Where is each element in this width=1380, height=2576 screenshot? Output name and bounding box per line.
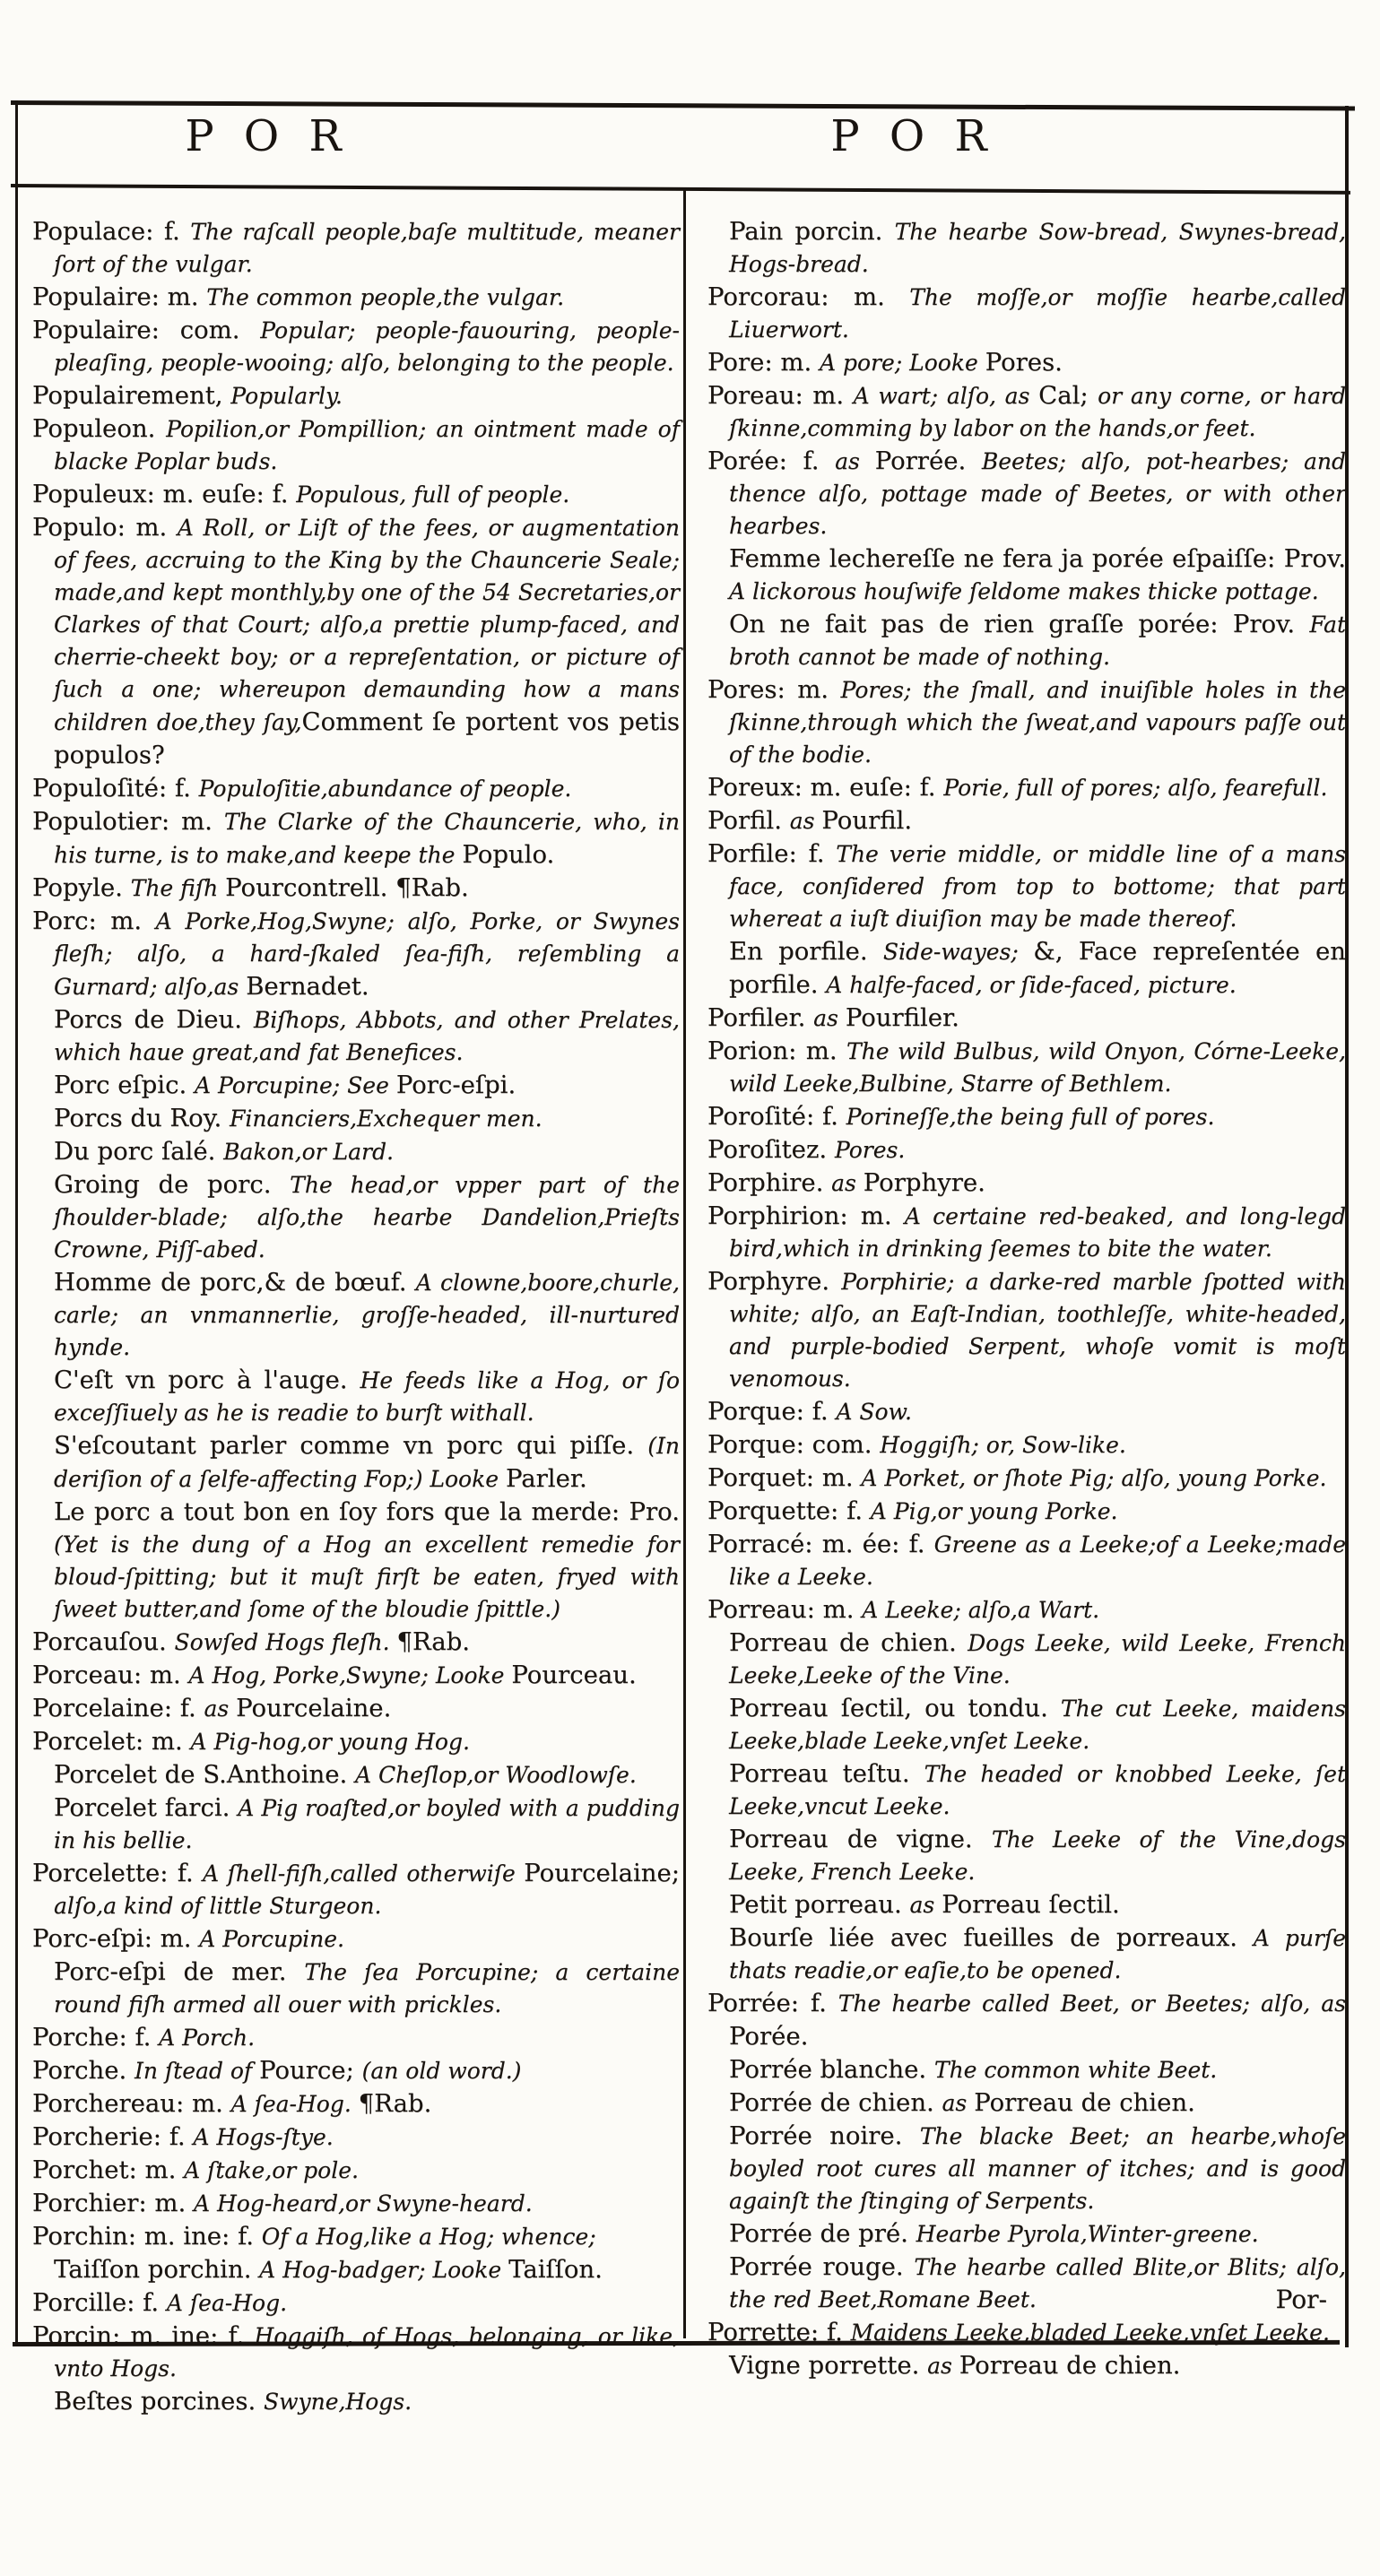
headword-text: Porc-eſpi: m. <box>32 1924 200 1953</box>
headword-text: Porcelet de S.Anthoine. <box>54 1760 356 1789</box>
dictionary-entry <box>32 1102 680 1135</box>
gloss-text: A halfe-faced, or ſide-faced, picture. <box>826 972 1237 998</box>
gloss-text: Populoſitie,abundance of people. <box>198 776 572 802</box>
headword-text: Porreau de chien. <box>959 2351 1181 2380</box>
headword-text: Porcille: f. <box>32 2288 167 2317</box>
headword-text: Femme lechereſſe ne fera ja porée eſpaiſſe: Prov. <box>729 544 1346 573</box>
dictionary-entry <box>707 804 1346 837</box>
headword-text: Poroſité: f. <box>707 1102 846 1131</box>
headword-text: Porcin: m. ine: f. <box>32 2321 255 2350</box>
headword-text: Porcauſou. <box>32 1627 175 1656</box>
gloss-text: A Porch. <box>159 2025 256 2051</box>
left-column <box>32 215 680 2418</box>
headword-text: Poreux: m. euſe: f. <box>707 773 944 802</box>
right-column <box>707 215 1346 2382</box>
dictionary-entry <box>707 281 1346 346</box>
headword-text: Porrée noire. <box>729 2121 920 2150</box>
headword-text: Porphyre. <box>707 1267 842 1296</box>
gloss-text: A wart; alſo, as <box>853 383 1039 409</box>
dictionary-entry <box>32 2220 680 2253</box>
headword-text: S'eſcoutant parler comme vn porc qui piſſe. <box>54 1431 648 1460</box>
headword-text: Porc eſpic. <box>54 1071 195 1099</box>
headword-text: Porchin: m. ine: f. <box>32 2222 262 2251</box>
dictionary-entry <box>32 412 680 478</box>
headword-text: Pores: m. <box>707 675 841 704</box>
headword-text: Pourcelaine; <box>524 1859 681 1887</box>
catchword: Por- <box>1275 2285 1327 2314</box>
headword-text: Pain porcin. <box>729 217 895 246</box>
gloss-text: Pores; the ſmall, and inuiſible holes in the ſkinne,through which the ſweat,and vapours paſſe out of the bodie. <box>729 677 1346 768</box>
headword-text: Porrée de chien. <box>729 2088 942 2117</box>
headword-text: Pourcontrell. ¶Rab. <box>225 873 469 902</box>
dictionary-entry <box>707 1035 1346 1100</box>
gloss-text: Greene as a Leeke;of a Leeke;made like a Leeke. <box>729 1531 1346 1590</box>
dictionary-entry <box>707 1823 1346 1888</box>
dictionary-entry <box>707 1757 1346 1823</box>
gloss-text: as <box>942 2090 975 2116</box>
gloss-text: The hearbe called Beet, or Beetes; alſo, as <box>838 1991 1346 2017</box>
headword-text: Groing de porc. <box>54 1170 291 1199</box>
gloss-text: Hoggiſh; or, Sow-like. <box>880 1432 1126 1458</box>
dictionary-entry <box>32 314 680 379</box>
gloss-text: A Porcupine; See <box>194 1072 396 1098</box>
headword-text: Parler. <box>506 1464 587 1493</box>
gloss-text: The Leeke of the Vine,dogs Leeke, French Leeke. <box>729 1826 1346 1885</box>
running-title-right: P O R <box>830 111 995 161</box>
headword-text: Populeon. <box>32 414 167 443</box>
headword-text: Pourceau. <box>511 1661 637 1689</box>
headword-text: Cal; <box>1038 381 1098 410</box>
gloss-text: A Cheſlop,or Woodlowſe. <box>355 1762 637 1788</box>
dictionary-entry <box>32 1429 680 1496</box>
headword-text: &, Face repreſentée en porfile. <box>729 937 1346 999</box>
gloss-text: A ſtake,or pole. <box>184 2157 359 2183</box>
left-page-border <box>15 100 18 2346</box>
headword-text: Porée. <box>729 2022 809 2051</box>
headword-text: Porracé: m. ée: f. <box>707 1530 934 1558</box>
gloss-text: as <box>789 808 822 834</box>
dictionary-entry <box>707 1395 1346 1428</box>
dictionary-entry <box>707 215 1346 281</box>
headword-text: Populace: f. <box>32 217 191 246</box>
headword-text: Pourfiler. <box>845 1003 959 1032</box>
headword-text: Porphirion: m. <box>707 1201 905 1230</box>
gloss-text: as <box>204 1696 237 1722</box>
dictionary-entry <box>32 1659 680 1692</box>
gloss-text: The hearbe called Blite,or Blits; alſo, the red Beet,Romane Beet. <box>729 2254 1346 2312</box>
headword-text: Porceau: m. <box>32 1661 189 1689</box>
gloss-text: Porphirie; a darke-red marble ſpotted with white; alſo, an Eaſt-Indian, toothleſſe, white-headed, and purple-bodied Serpent, whoſe vomit is moſt venomous. <box>729 1269 1346 1392</box>
gloss-text: The wild Bulbus, wild Onyon, Córne-Leeke, wild Leeke,Bulbine, Starre of Bethlem. <box>729 1038 1346 1097</box>
gloss-text: as <box>831 1170 864 1196</box>
dictionary-entry <box>32 1069 680 1102</box>
dictionary-entry <box>707 2053 1346 2086</box>
gloss-text: A Porke,Hog,Swyne; alſo, Porke, or Swynes fleſh; alſo, a hard-ſkaled ſea-fiſh, reſembling a Gurnard; alſo,as <box>54 908 680 1000</box>
gloss-text: Pores. <box>834 1137 906 1163</box>
gloss-text: Fat broth cannot be made of nothing. <box>729 611 1346 670</box>
headword-text: Porque: com. <box>707 1430 881 1459</box>
headword-text: Porchet: m. <box>32 2155 185 2184</box>
headword-text: Pourfil. <box>821 806 913 835</box>
headword-text: Porcherie: f. <box>32 2122 194 2151</box>
gloss-text: A Hogs-ſtye. <box>193 2124 334 2150</box>
gloss-text: Sowſed Hogs fleſh. <box>174 1629 397 1655</box>
headword-text: Porrée blanche. <box>729 2055 934 2084</box>
headword-text: Porphire. <box>707 1168 832 1197</box>
dictionary-entry <box>32 2087 680 2121</box>
headword-text: Porée: f. <box>707 447 836 475</box>
headword-text: Populairement, <box>32 381 231 410</box>
headword-text: Populeux: m. euſe: f. <box>32 480 297 508</box>
headword-text: Porc: m. <box>32 906 156 935</box>
dictionary-entry <box>707 1265 1346 1395</box>
dictionary-entry <box>32 2187 680 2220</box>
dictionary-entry <box>32 478 680 511</box>
headword-text: Beſtes porcines. <box>54 2387 264 2416</box>
dictionary-entry <box>707 1428 1346 1461</box>
gloss-text: The common people,the vulgar. <box>206 284 565 310</box>
dictionary-entry <box>707 1528 1346 1593</box>
gloss-text: A Porket, or ſhote Pig; alſo, young Porke. <box>861 1465 1327 1491</box>
gloss-text: The moſſe,or moſſie hearbe,called Liuerwort. <box>729 284 1346 343</box>
gloss-text: The verie middle, or middle line of a mans face, conſidered from top to bottome; that part whereat a iuſt diuiſion may be made thereof. <box>729 841 1346 932</box>
headword-text: En porfile. <box>729 937 883 966</box>
headword-text: Porrée rouge. <box>729 2252 915 2281</box>
gloss-text: The blacke Beet; an hearbe,whoſe boyled root cures all manner of itches; and is good againſt the ſtinging of Serpents. <box>729 2123 1346 2214</box>
gloss-text: A clowne,boore,churle, carle; an vnmannerlie, groſſe-headed, ill-nurtured hynde. <box>54 1270 680 1360</box>
gloss-text: alſo,a kind of little Sturgeon. <box>54 1893 382 1919</box>
top-rule <box>11 100 1355 111</box>
gloss-text: Bakon,or Lard. <box>223 1139 394 1165</box>
headword-text: Porreau ſectil, ou tondu. <box>729 1694 1061 1722</box>
gloss-text: Swyne,Hogs. <box>263 2389 412 2415</box>
gloss-text: A Hog, Porke,Swyne; Looke <box>188 1662 512 1688</box>
headword-text: Porque: f. <box>707 1397 837 1426</box>
headword-text: Bourſe liée avec fueilles de porreaux. <box>729 1923 1254 1952</box>
dictionary-entry <box>707 1495 1346 1528</box>
gloss-text: A ſea-Hog. <box>166 2290 288 2316</box>
dictionary-entry <box>707 1167 1346 1200</box>
gloss-text: Popularly. <box>230 383 343 409</box>
gloss-text: Hearbe Pyrola,Winter-greene. <box>916 2221 1259 2247</box>
header-rule <box>11 184 1350 195</box>
headword-text: Porreau teſtu. <box>729 1759 924 1788</box>
column-divider-rule <box>683 190 686 2338</box>
headword-text: Homme de porc,& de bœuf. <box>54 1268 416 1297</box>
gloss-text: Beetes; alſo, pot-hearbes; and thence alſo, pottage made of Beetes, or with other hearbes. <box>729 448 1346 539</box>
dictionary-entry <box>32 215 680 281</box>
headword-text: Poreau: m. <box>707 381 854 410</box>
gloss-text: He feeds like a Hog, or ſo exceſſiuely as he is readie to burſt withall. <box>54 1367 681 1426</box>
headword-text: Populo. <box>462 840 555 869</box>
dictionary-entry <box>32 1791 680 1857</box>
gloss-text: Populous, full of people. <box>296 481 570 507</box>
headword-text: Taiſſon. <box>508 2255 603 2284</box>
gloss-text: The common white Beet. <box>933 2057 1218 2083</box>
dictionary-entry <box>707 346 1346 379</box>
gloss-text: The raſcall people,baſe multitude, meaner ſort of the vulgar. <box>54 219 680 277</box>
dictionary-entry <box>32 2054 680 2087</box>
headword-text: Porrée. <box>874 447 982 475</box>
dictionary-entry <box>32 1857 680 1922</box>
dictionary-entry <box>32 1135 680 1168</box>
running-title-left: P O R <box>185 111 350 161</box>
headword-text: Porcs du Roy. <box>54 1104 230 1132</box>
gloss-text: The ſea Porcupine; a certaine round fiſh armed all ouer with prickles. <box>54 1959 680 2017</box>
headword-text: Porcorau: m. <box>707 282 910 311</box>
gloss-text: A Pig,or young Porke. <box>870 1498 1118 1524</box>
gloss-text: Biſhops, Abbots, and other Prelates, which haue great,and fat Benefices. <box>54 1007 680 1065</box>
headword-text: Porrée: f. <box>707 1989 838 2017</box>
gloss-text: (Yet is the dung of a Hog an excellent remedie for bloud-ſpitting; but it muſt firſt be eaten, fryed with ſweet butter,and ſome of the bloudie ſpittle.) <box>54 1531 680 1622</box>
headword-text: Porfiler. <box>707 1003 814 1032</box>
gloss-text: A Hog-badger; Looke <box>259 2257 509 2283</box>
dictionary-entry <box>32 1266 680 1364</box>
headword-text: Porreau ſectil. <box>942 1890 1120 1919</box>
gloss-text: The headed or knobbed Leeke, ſet Leeke,vncut Leeke. <box>729 1761 1346 1819</box>
headword-text: Porfile: f. <box>707 839 837 868</box>
dictionary-entry <box>707 445 1346 542</box>
dictionary-entry <box>32 1168 680 1266</box>
headword-text: On ne fait pas de rien graſſe porée: Prov. <box>729 610 1310 638</box>
gloss-text: A lickorous houſwife ſeldome makes thicke pottage. <box>729 578 1319 604</box>
dictionary-entry <box>707 1461 1346 1495</box>
gloss-text: as <box>927 2353 959 2379</box>
headword-text: Porcelaine: f. <box>32 1694 204 1722</box>
headword-text: Taiſſon porchin. <box>54 2255 260 2284</box>
dictionary-entry <box>32 872 680 905</box>
headword-text: Porcelet: m. <box>32 1727 191 1756</box>
gloss-text: The head,or vpper part of the ſhoulder-blade; alſo,the hearbe Dandelion,Prieſts Crowne, Piſſ-abed. <box>54 1172 680 1262</box>
headword-text: Petit porreau. <box>729 1890 910 1919</box>
dictionary-entry <box>707 1921 1346 1987</box>
gloss-text: The hearbe Sow-bread, Swynes-bread, Hogs-bread. <box>729 219 1347 277</box>
dictionary-entry <box>707 1987 1346 2053</box>
headword-text: Du porc ſalé. <box>54 1137 224 1166</box>
headword-text: Porreau de vigne. <box>729 1825 992 1853</box>
dictionary-entry <box>707 2349 1346 2382</box>
headword-text: Porreau de chien. <box>729 1628 968 1657</box>
headword-text: Le porc a tout bon en ſoy fors que la merde: Pro. <box>54 1497 680 1526</box>
gloss-text: as <box>909 1892 942 1918</box>
gloss-text: as <box>835 448 875 474</box>
gloss-text: Dogs Leeke, wild Leeke, French Leeke,Leeke of the Vine. <box>729 1630 1346 1688</box>
headword-text: Popyle. <box>32 873 131 902</box>
dictionary-entry <box>32 1692 680 1725</box>
headword-text: Bernadet. <box>246 972 369 1001</box>
headword-text: Porion: m. <box>707 1036 846 1065</box>
dictionary-entry <box>32 1496 680 1626</box>
dictionary-entry <box>32 1725 680 1758</box>
headword-text: Pores. <box>985 348 1063 377</box>
dictionary-entry <box>707 1002 1346 1035</box>
gloss-text: Financiers,Exchequer men. <box>230 1106 542 1132</box>
dictionary-entry <box>32 1922 680 1956</box>
dictionary-entry <box>32 511 680 772</box>
dictionary-entry <box>32 2385 680 2418</box>
headword-text: Pource; <box>259 2056 362 2085</box>
headword-text: Porchereau: m. <box>32 2089 231 2118</box>
dictionary-entry <box>32 1758 680 1791</box>
headword-text: Porcelette: f. <box>32 1859 204 1887</box>
gloss-text: The Clarke of the Chauncerie, who, in his turne, is to make,and keepe the <box>54 809 680 868</box>
headword-text: C'eſt vn porc à l'auge. <box>54 1366 360 1394</box>
dictionary-entry <box>32 379 680 412</box>
dictionary-entry <box>707 1593 1346 1626</box>
dictionary-entry <box>32 2253 680 2286</box>
gloss-text: A ſea-Hog. <box>230 2091 359 2117</box>
dictionary-entry <box>32 2154 680 2187</box>
dictionary-entry <box>707 935 1346 1002</box>
headword-text: Porphyre. <box>863 1168 985 1197</box>
dictionary-entry <box>32 2021 680 2054</box>
gloss-text: The cut Leeke, maidens Leeke,blade Leeke,vnſet Leeke. <box>729 1696 1346 1754</box>
gloss-text: A certaine red-beaked, and long-legd bird,which in drinking ſeemes to bite the water. <box>729 1203 1346 1262</box>
gloss-text: A Roll, or Liſt of the fees, or augmentation of fees, accruing to the King by the Chauncerie Seale; made,and kept monthly,by one of the 54 Secretaries,or Clarkes of that Court; alſo,a prettie plump-faced, and cherrie-cheekt boy; or a repreſentation, or picture of ſuch a one; whereupon demaunding how a mans children doe,they ſay, <box>54 515 680 735</box>
gloss-text: The fiſh <box>130 875 226 901</box>
headword-text: Porchier: m. <box>32 2189 194 2217</box>
headword-text: Porreau de chien. <box>974 2088 1195 2117</box>
gloss-text: (In deriſion of a ſelfe-affecting Fop;) Looke <box>54 1433 680 1492</box>
gloss-text: Hoggiſh, of Hogs, belonging, or like, vnto Hogs. <box>54 2323 680 2381</box>
headword-text: Poroſitez. <box>707 1135 835 1164</box>
headword-text: Porfil. <box>707 806 790 835</box>
dictionary-entry <box>707 1100 1346 1133</box>
headword-text: ¶Rab. <box>358 2089 432 2118</box>
gloss-text: In ſtead of <box>134 2058 260 2084</box>
headword-text: Populoſité: f. <box>32 774 199 802</box>
dictionary-entry <box>707 2086 1346 2120</box>
dictionary-entry <box>32 2320 680 2385</box>
headword-text: Vigne porrette. <box>729 2351 928 2380</box>
gloss-text: or any corne, or hard ſkinne,comming by labor on the hands,or feet. <box>729 383 1346 441</box>
dictionary-entry <box>707 542 1346 608</box>
gloss-text: Popular; people-fauouring, people-pleaſing, people-wooing; alſo, belonging to the people. <box>54 317 680 376</box>
headword-text: Porche: f. <box>32 2023 160 2051</box>
dictionary-entry <box>707 2316 1346 2349</box>
gloss-text: A Pig-hog,or young Hog. <box>190 1729 470 1755</box>
dictionary-entry <box>32 1626 680 1659</box>
gloss-text: as <box>813 1005 846 1031</box>
headword-text: Populotier: m. <box>32 807 224 836</box>
gloss-text: Popilion,or Pompillion; an ointment made of blacke Poplar buds. <box>54 416 680 474</box>
gloss-text: A pore; Looke <box>819 350 985 376</box>
dictionary-entry <box>707 673 1346 771</box>
dictionary-entry <box>32 2286 680 2320</box>
headword-text: Porquette: f. <box>707 1496 871 1525</box>
dictionary-entry <box>707 837 1346 935</box>
gloss-text: A Porcupine. <box>199 1926 344 1952</box>
gloss-text: Porineſſe,the being full of pores. <box>846 1104 1215 1130</box>
gloss-text: Maidens Leeke,bladed Leeke,vnſet Leeke. <box>850 2320 1330 2346</box>
dictionary-entry <box>707 1888 1346 1921</box>
dictionary-entry <box>32 1003 680 1069</box>
headword-text: Populaire: m. <box>32 282 207 311</box>
headword-text: Porche. <box>32 2056 135 2085</box>
gloss-text: Of a Hog,like a Hog; whence; <box>261 2224 596 2250</box>
gloss-text: A ſhell-fiſh,called otherwiſe <box>203 1860 525 1886</box>
dictionary-entry <box>32 281 680 314</box>
headword-text: Comment ſe portent vos petis populos? <box>54 707 680 769</box>
gloss-text: Side-wayes; <box>882 939 1034 965</box>
headword-text: Porquet: m. <box>707 1463 862 1492</box>
headword-text: Porreau: m. <box>707 1595 863 1624</box>
dictionary-entry <box>707 379 1346 445</box>
headword-text: Porc-eſpi de mer. <box>54 1957 305 1986</box>
headword-text: Porcelet farci. <box>54 1793 239 1822</box>
dictionary-entry <box>707 771 1346 804</box>
dictionary-entry <box>707 2217 1346 2251</box>
dictionary-entry <box>707 1692 1346 1757</box>
gloss-text: A Hog-heard,or Swyne-heard. <box>194 2190 533 2216</box>
dictionary-entry <box>32 805 680 872</box>
dictionary-entry <box>707 2120 1346 2217</box>
dictionary-entry <box>32 1364 680 1429</box>
gloss-text: Porie, full of pores; alſo, fearefull. <box>943 775 1328 801</box>
gloss-text: (an old word.) <box>361 2058 522 2084</box>
headword-text: Porrée de pré. <box>729 2219 916 2248</box>
gloss-text: A Sow. <box>836 1399 912 1425</box>
dictionary-entry <box>32 905 680 1003</box>
gloss-text: A purſe thats readie,or eaſie,to be opened. <box>729 1925 1347 1983</box>
dictionary-entry <box>32 1956 680 2021</box>
headword-text: Porc-eſpi. <box>395 1071 516 1099</box>
headword-text: Populaire: com. <box>32 316 261 344</box>
dictionary-entry <box>32 772 680 805</box>
headword-text: Pore: m. <box>707 348 820 377</box>
dictionary-entry <box>707 1133 1346 1167</box>
dictionary-entry <box>707 1626 1346 1692</box>
dictionary-entry <box>707 1200 1346 1265</box>
headword-text: Porrette: f. <box>707 2318 851 2346</box>
dictionary-entry <box>707 608 1346 673</box>
dictionary-entry <box>32 2121 680 2154</box>
headword-text: ¶Rab. <box>396 1627 471 1656</box>
headword-text: Porcs de Dieu. <box>54 1005 254 1034</box>
headword-text: Pourcelaine. <box>236 1694 392 1722</box>
headword-text: Populo: m. <box>32 513 178 542</box>
gloss-text: A Pig roaſted,or boyled with a pudding in his bellie. <box>54 1795 681 1853</box>
gloss-text: A Leeke; alſo,a Wart. <box>862 1597 1100 1623</box>
